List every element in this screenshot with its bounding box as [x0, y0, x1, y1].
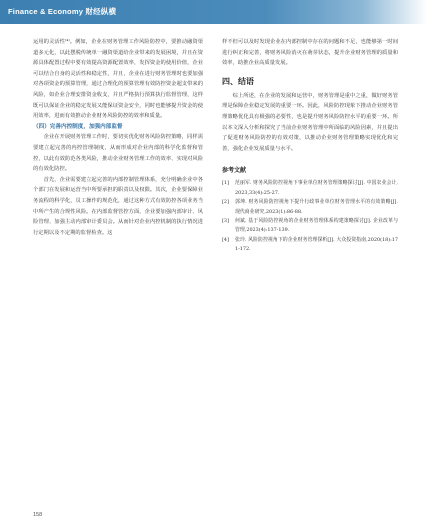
reference-number: [3]	[222, 217, 229, 224]
journal-header-band	[0, 0, 427, 24]
reference-item	[222, 236, 398, 255]
body-paragraph: 样不但可以及时发现企业在内部控制中存在的问题和不足，也能够第一时间进行纠正和完善，将财务风险消灭在萌芽状态，提升企业财务管理的质量和效率，助推企业高质量发展。	[222, 39, 398, 67]
reference-item	[222, 198, 398, 217]
reference-list	[222, 179, 398, 254]
reference-text: 范丽军. 财务风险防控视角下事业单位财务管理策略探讨[J]. 中国农业会计,2023,33(4):25-27.	[235, 180, 398, 196]
reference-number: [4]	[222, 236, 229, 243]
reference-text: 何斌. 基于风险防控视角的企业财务管理体系构建策略探讨[J]. 企业改革与管理,2023(4):137-139.	[235, 217, 398, 234]
reference-item	[222, 217, 398, 236]
page-number: 158	[33, 512, 43, 518]
left-column	[33, 37, 203, 238]
body-paragraph: 企业在开展财务管理工作时，要切实优化财务风险防控策略，同样需要建立起完善的内控管理制度，从而形成对企业内部的科学化监督和管控，以此有效防范各类风险，推动企业财务管理工作的效率、实现对风险的有效化防控。	[33, 134, 203, 173]
reference-text: 张玲. 风险防控视角下的企业财务管理探析[J]. 大众投资指南,2020(18):171-172.	[235, 236, 398, 253]
references-title: 参考文献	[222, 167, 247, 175]
journal-section-title: Finance & Economy 财经纵横	[8, 7, 117, 16]
reference-number: [2]	[222, 199, 229, 206]
section-heading: 四、结语	[222, 76, 254, 86]
reference-number: [1]	[222, 180, 229, 187]
conclusion-paragraph: 综上所述，在企业的发展和运营中，财务管理是重中之重，做好财务管理是保障企业稳定发展的重要一环。因此，风险防控现象下推动企业财务管理策略优化具有极强的必要性，也是提升财务风险防控水平的重要一环。所以本文深入分析和探究了当前企业财务管理中所面临的风险因素，并且提出了促进财务风险防控的有效对策，以推动企业财务管理策略实现优化和完善，强化企业发展质量与水平。	[222, 92, 398, 152]
body-paragraph: 运用的灵活性⁽⁴⁾。例如，企业在财务管理工作风险防控中，要推动融资渠道多元化，以此摆脱传统单一融资渠道给企业带来的发展困境，并且在资源具体配置过程中要有效提高资源配置效率，发挥资金的使用价值，企业可以结合自身的灵活性和稳定性，并且，企业在进行财务管理时也要加强对各项资金的预算管理，通过合理化的预算管理有效防控资金超支带来的风险，如企业合理安排资金收支，并且严格执行预算执行监督管理，这样既可以保证企业的稳定发展又能保证资金安全，同时也能够提升资金的使用效率，进而有效推动企业财务风险防控的效率和质量。	[33, 39, 203, 120]
reference-item	[222, 179, 398, 198]
right-column	[222, 37, 398, 255]
subsection-heading: （四）完善内控制度，加强内部监督	[33, 123, 123, 130]
body-paragraph: 首先，企业需要建立起完善的内部控制管理体系，充分明确企业中各个部门在发展和运营当中所要承担的职责以及权限。其次，企业要保障业务流程的科学化，员工操作的规范化，通过这种方式有效防控各项业务当中所产生的合规性风险。在内部监督管控方面，企业要加强内部审计、风险管理、加强主动内部审计委员会。从而针对企业内控机制的执行情况进行定期以及不定期的监督检查。这	[33, 176, 203, 236]
reference-text: 郭坤. 财务风险防控视角下提升行政事业单位财务管理水平的有效策略[J]. 现代商业研究,2023(1):86-88.	[235, 199, 398, 215]
